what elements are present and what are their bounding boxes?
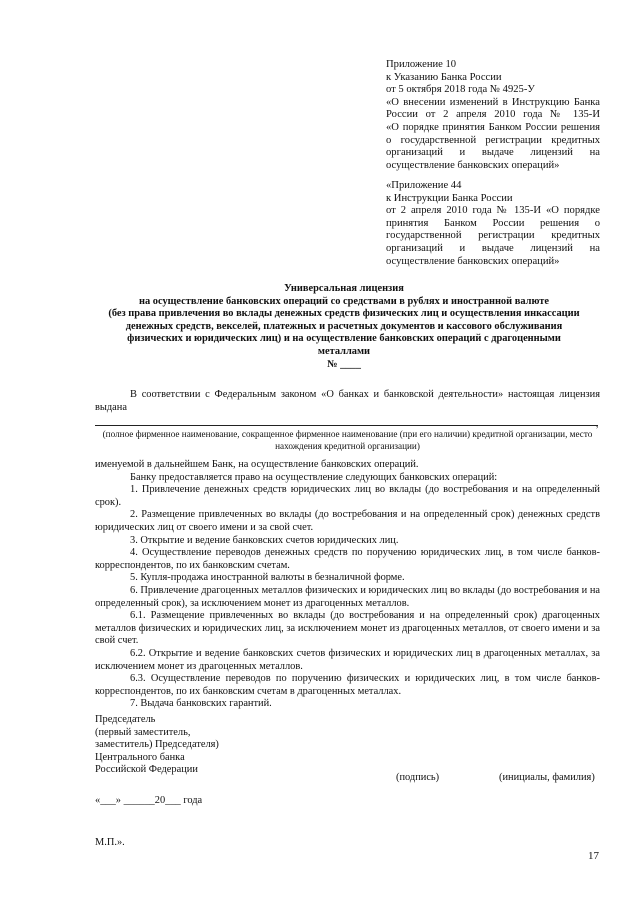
annex-line: о государственной регистрации кредитных: [386, 134, 600, 146]
operations-line: Банку предоставляется право на осуществление следующих банковских операций:: [130, 471, 498, 483]
operation-item: 6.3. Осуществление переводов по поручению физических и юридических лиц, в том числе банков-корреспондентов, по их банковским счетам в драгоценных металлах.: [95, 673, 600, 697]
title-line: на осуществление банковских операций со средствами в рублях и иностранной валюте: [139, 295, 549, 307]
annex-10-header: [386, 59, 600, 172]
operation-item: 1. Привлечение денежных средств юридических лиц во вклады (до востребования и на определенный срок).: [95, 484, 600, 508]
operation-item: 4. Осуществление переводов денежных средств по поручению юридических лиц, в том числе банков-корреспондентов, по их банковским счетам.: [95, 547, 600, 571]
operation-item: 6. Привлечение драгоценных металлов физических и юридических лиц во вклады (до востребования и на определенный срок), за исключением монет из драгоценных металлов.: [95, 584, 600, 609]
date-line: «___» ______20___ года: [95, 795, 203, 806]
annex-44-header: [386, 180, 600, 268]
annex-line: организаций и выдаче лицензий на: [386, 242, 600, 254]
operation-item: 6.2. Открытие и ведение банковских счетов физических и юридических лиц в драгоценных металлах, за исключением монет из драгоценных металлов.: [95, 647, 600, 672]
signatory-line: заместитель) Председателя): [95, 739, 219, 751]
title-line: Универсальная лицензия: [284, 283, 404, 294]
annex-line: Приложение 10: [386, 59, 457, 70]
annex-line: «Приложение 44: [386, 180, 462, 191]
annex-line: от 5 октября 2018 года № 4925-У: [386, 84, 535, 96]
signatory-line: Председатель: [95, 714, 156, 725]
operations-line: именуемой в дальнейшем Банк, на осуществление банковских операций.: [95, 459, 419, 470]
operation-item: 3. Открытие и ведение банковских счетов юридических лиц.: [130, 534, 399, 546]
signatory-block: [95, 714, 219, 777]
signatory-line: (первый заместитель,: [95, 726, 191, 738]
annex-line: «О внесении изменений в Инструкцию Банка: [386, 96, 600, 108]
license-title: [88, 283, 600, 371]
annex-line: осуществление банковских операций»: [386, 159, 560, 171]
signatory-line: Центрального банка: [95, 751, 185, 763]
operations-list: [95, 459, 600, 711]
annex-line: государственной регистрации кредитных: [386, 230, 600, 242]
annex-line: к Инструкции Банка России: [386, 192, 513, 204]
organization-blank-line: [95, 425, 598, 426]
annex-line: к Указанию Банка России: [386, 71, 502, 83]
annex-line: от 2 апреля 2010 года № 135-И «О порядке: [386, 205, 600, 217]
signatory-line: Российской Федерации: [95, 764, 198, 776]
stamp-place: М.П.».: [95, 837, 125, 848]
annex-line: России от 2 апреля 2010 года № 135-И: [386, 109, 600, 121]
operation-item: 5. Купля-продажа иностранной валюты в безналичной форме.: [130, 572, 405, 584]
initials-caption: (инициалы, фамилия): [499, 772, 595, 783]
annex-line: «О порядке принятия Банком России решения: [386, 121, 600, 133]
intro-text: В соответствии с Федеральным законом «О банках и банковской деятельности» настоящая лицензия выдана: [95, 389, 600, 413]
intro-paragraph: [95, 389, 600, 414]
license-number: № ____: [327, 358, 361, 370]
annex-line: осуществление банковских операций»: [386, 255, 560, 267]
title-line: физических и юридических лиц) и на осуществление банковских операций с драгоценными: [127, 333, 561, 345]
operation-item: 2. Размещение привлеченных во вклады (до востребования и на определенный срок) денежных средств юридических лиц от своего имени и за свой счет.: [95, 509, 600, 533]
page-number: 17: [588, 850, 599, 862]
operation-item: 6.1. Размещение привлеченных во вклады (до востребования и на определенный срок) драгоценных металлов физических и юридических лиц, за исключением монет из драгоценных металлов, от своего имени и за свой счет.: [95, 610, 600, 647]
title-line: (без права привлечения во вклады денежных средств физических лиц и осуществления инкассации: [108, 308, 580, 320]
operation-item: 7. Выдача банковских гарантий.: [130, 698, 272, 710]
organization-caption: (полное фирменное наименование, сокращенное фирменное наименование (при его наличии) кредитной организации, место нахождения кредитной организации): [102, 429, 593, 451]
title-line: денежных средств, векселей, платежных и расчетных документов и кассового обслуживания: [125, 320, 563, 332]
annex-line: принятия Банком России решения о: [386, 217, 600, 229]
title-line: металлами: [317, 345, 371, 357]
annex-line: организаций и выдаче лицензий на: [386, 147, 600, 159]
blank-line-mark: ,: [596, 419, 599, 429]
signature-caption: (подпись): [396, 772, 440, 783]
